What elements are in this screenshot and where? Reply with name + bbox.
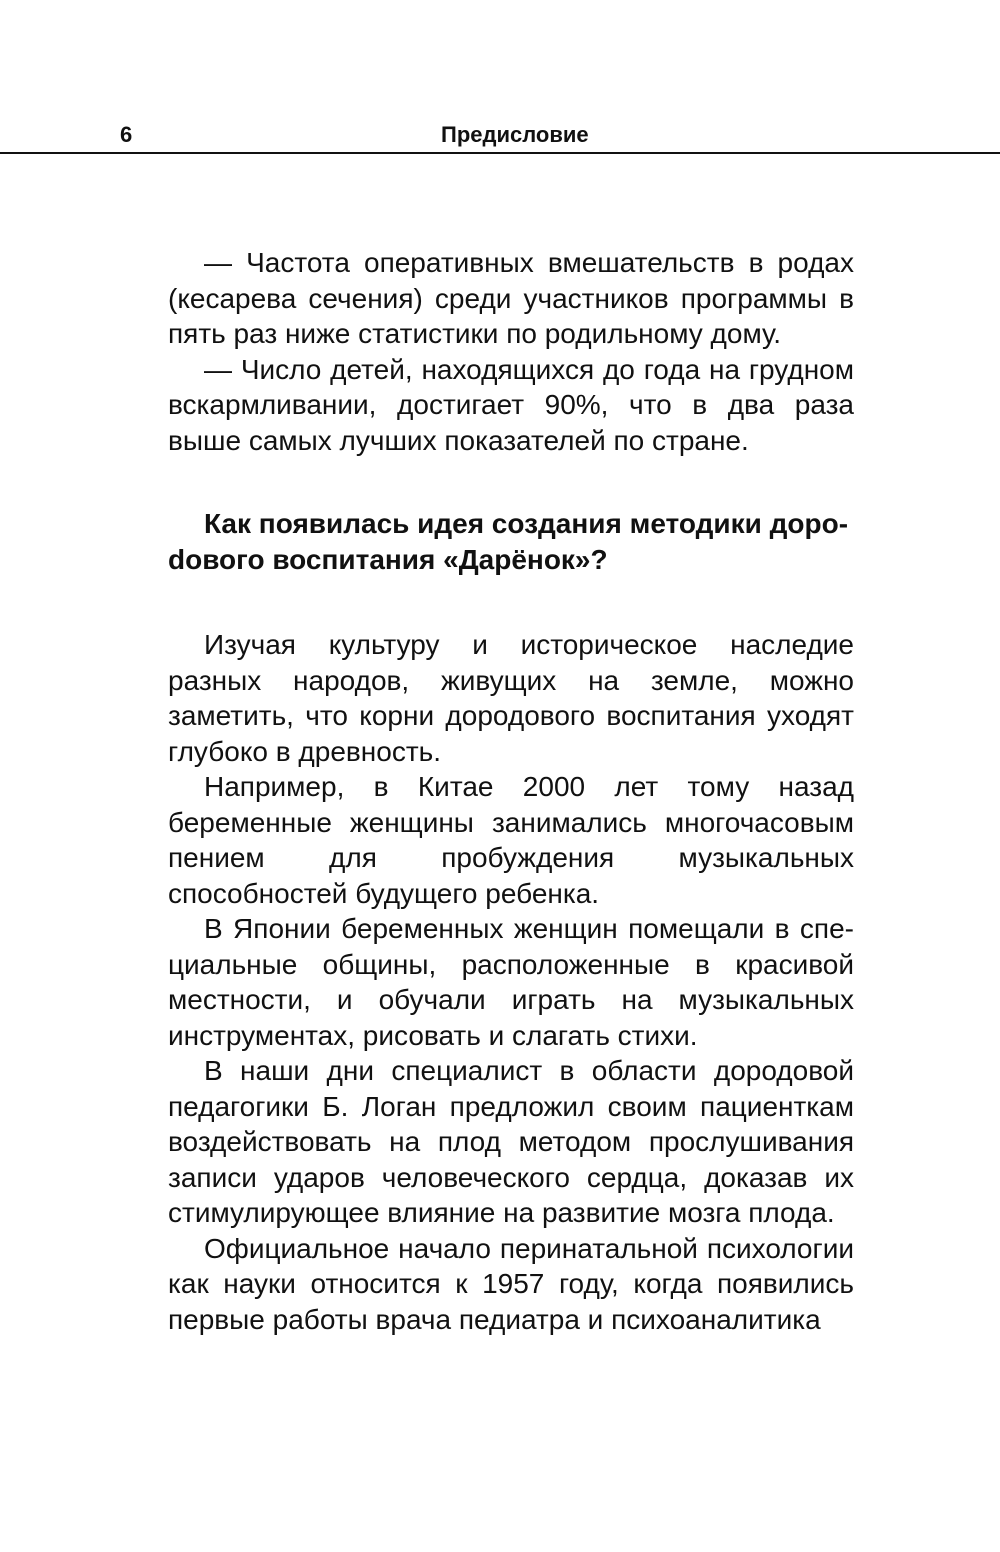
list-item: — Частота оперативных вмешательств в родах (кесарева сечения) среди участников программы в пять раз ниже статистики по родильному дому. <box>168 247 854 349</box>
page-number: 6 <box>120 122 133 147</box>
paragraph: В Японии беременных женщин помещали в специальные общины, расположенные в красивой местности, и обучали играть на музыкальных инструментах, рисовать и слагать стихи. <box>168 913 854 1051</box>
section-heading: Как появилась идея создания методики дороdового воспитания «Дарёнок»? <box>168 508 849 575</box>
paragraph: Например, в Китае 2000 лет тому назад беременные женщины занимались многочасовым пением для пробуждения музыкальных способностей будущего ребенка. <box>168 771 854 909</box>
running-head <box>0 118 1000 154</box>
list-item: — Число детей, находящихся до года на грудном вскармливании, достигает 90%, что в два раза выше самых лучших показателей по стране. <box>168 353 854 456</box>
running-title: Предисловие <box>441 122 589 147</box>
paragraph: Официальное начало перинатальной психологии как науки относится к 1957 году, когда появились первые работы врача педиатра и психоаналитика <box>168 1232 854 1335</box>
paragraph: В наши дни специалист в области дородовой педагогики Б. Логан предложил своим пациенткам воздействовать на плод методом прослушивания записи ударов человеческого сердца, доказав их стимулирующее влияние на развитие мозга плода. <box>168 1055 854 1228</box>
body-text <box>168 245 854 1337</box>
paragraph: Изучая культуру и историческое наследие разных народов, живущих на земле, можно заметить, что корни дородового воспитания уходят глубоко в древность. <box>168 629 854 767</box>
